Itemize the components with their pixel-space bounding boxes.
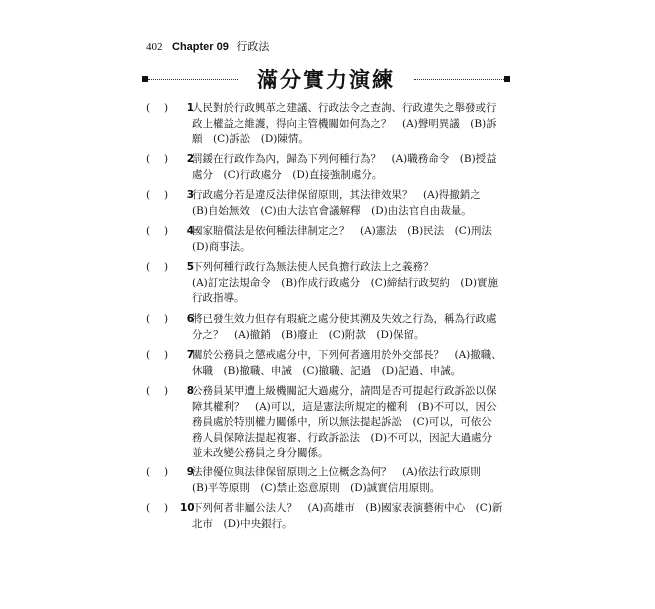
question-number: 9 (186, 466, 194, 478)
dotted-divider (414, 79, 504, 80)
question-line: (B)自始無效 (C)由大法官會議解釋 (D)由法官自由裁量。 (192, 204, 472, 217)
question-line: 務員處於特別權力關係中，所以無法提起訴訟 (C)可以，可依公 (192, 416, 492, 428)
chapter-title: 行政法 (236, 40, 270, 53)
question-number: 3 (186, 189, 194, 201)
question-number: 5 (186, 261, 194, 273)
question-item (146, 188, 506, 219)
question-item (146, 312, 506, 343)
question-line: 關於公務員之懲戒處分中，下列何者適用於外交部長？ (A)撤職、 (192, 349, 502, 361)
question-item (146, 348, 506, 379)
chapter-label: Chapter 09 (172, 41, 229, 53)
question-number: 6 (186, 313, 194, 325)
question-number: 1 (186, 102, 194, 114)
square-bullet-icon (504, 76, 510, 82)
question-number: 4 (186, 225, 194, 237)
question-line: 務人員保障法提起複審、行政訴訟法 (D)不可以，因記大過處分 (192, 431, 493, 444)
question-number: 10 (180, 502, 195, 514)
question-text (192, 465, 506, 496)
question-line: 下列何種行政行為無法使人民負擔行政法上之義務？ (192, 261, 434, 273)
question-item (146, 224, 506, 255)
section-title-bar (142, 64, 510, 94)
question-line: 政上權益之維護，得向主管機關如何為之？ (A)聲明異議 (B)訴 (192, 117, 497, 130)
question-line: 處分 (C)行政處分 (D)直接強制處分。 (192, 168, 383, 181)
page-number: 402 (146, 41, 163, 53)
question-text (192, 188, 506, 219)
question-item (146, 152, 506, 183)
question-item (146, 101, 506, 148)
question-line: 罰鍰在行政作為內，歸為下列何種行為？ (A)職務命令 (B)授益 (192, 153, 497, 165)
question-line: 行政處分若是違反法律保留原則，其法律效果？ (A)得撤銷之 (192, 189, 481, 201)
question-line: 休職 (B)撤職、申誡 (C)撤職、記過 (D)記過、申誡。 (192, 364, 462, 377)
section-title: 滿分實力演練 (257, 68, 395, 92)
question-line: 人民對於行政興革之建議、行政法令之查詢、行政違失之舉發或行 (192, 102, 497, 114)
question-text (192, 101, 506, 148)
question-item (146, 260, 506, 307)
question-item (146, 501, 506, 532)
question-text (192, 384, 506, 462)
question-text (192, 312, 506, 343)
question-line: 國家賠償法是依何種法律制定之？ (A)憲法 (B)民法 (C)刑法 (192, 225, 492, 237)
question-line: 分之？ (A)撤銷 (B)廢止 (C)附款 (D)保留。 (192, 328, 425, 341)
question-text (192, 348, 506, 379)
question-line: 並未改變公務員之身分關係。 (192, 447, 329, 459)
question-line: 將已發生效力但存有瑕疵之處分使其溯及失效之行為，稱為行政處 (192, 313, 497, 325)
question-line: (A)訂定法規命令 (B)作成行政處分 (C)締結行政契約 (D)實施 (192, 276, 499, 289)
question-number: 2 (186, 153, 194, 165)
question-line: (D)商事法。 (192, 240, 251, 253)
question-text (192, 224, 506, 255)
question-number: 8 (186, 385, 194, 397)
question-line: 法律優位與法律保留原則之上位概念為何？ (A)依法行政原則 (192, 466, 481, 478)
question-text (192, 501, 506, 532)
question-item (146, 465, 506, 496)
question-line: 障其權利？ (A)可以，這是憲法所規定的權利 (B)不可以，因公 (192, 400, 497, 413)
question-line: (B)平等原則 (C)禁止恣意原則 (D)誠實信用原則。 (192, 481, 441, 494)
question-number: 7 (186, 349, 194, 361)
page-header (146, 38, 269, 54)
question-text (192, 260, 506, 307)
question-line: 公務員某甲遭上級機關記大過處分，請問是否可提起行政訴訟以保 (192, 385, 497, 397)
question-line: 下列何者非屬公法人？ (A)高雄市 (B)國家表演藝術中心 (C)新 (192, 502, 503, 514)
question-item (146, 384, 506, 462)
question-line: 北市 (D)中央銀行。 (192, 517, 293, 530)
question-line: 願 (C)訴訟 (D)陳情。 (192, 133, 309, 145)
question-text (192, 152, 506, 183)
question-line: 行政指導。 (192, 292, 245, 304)
